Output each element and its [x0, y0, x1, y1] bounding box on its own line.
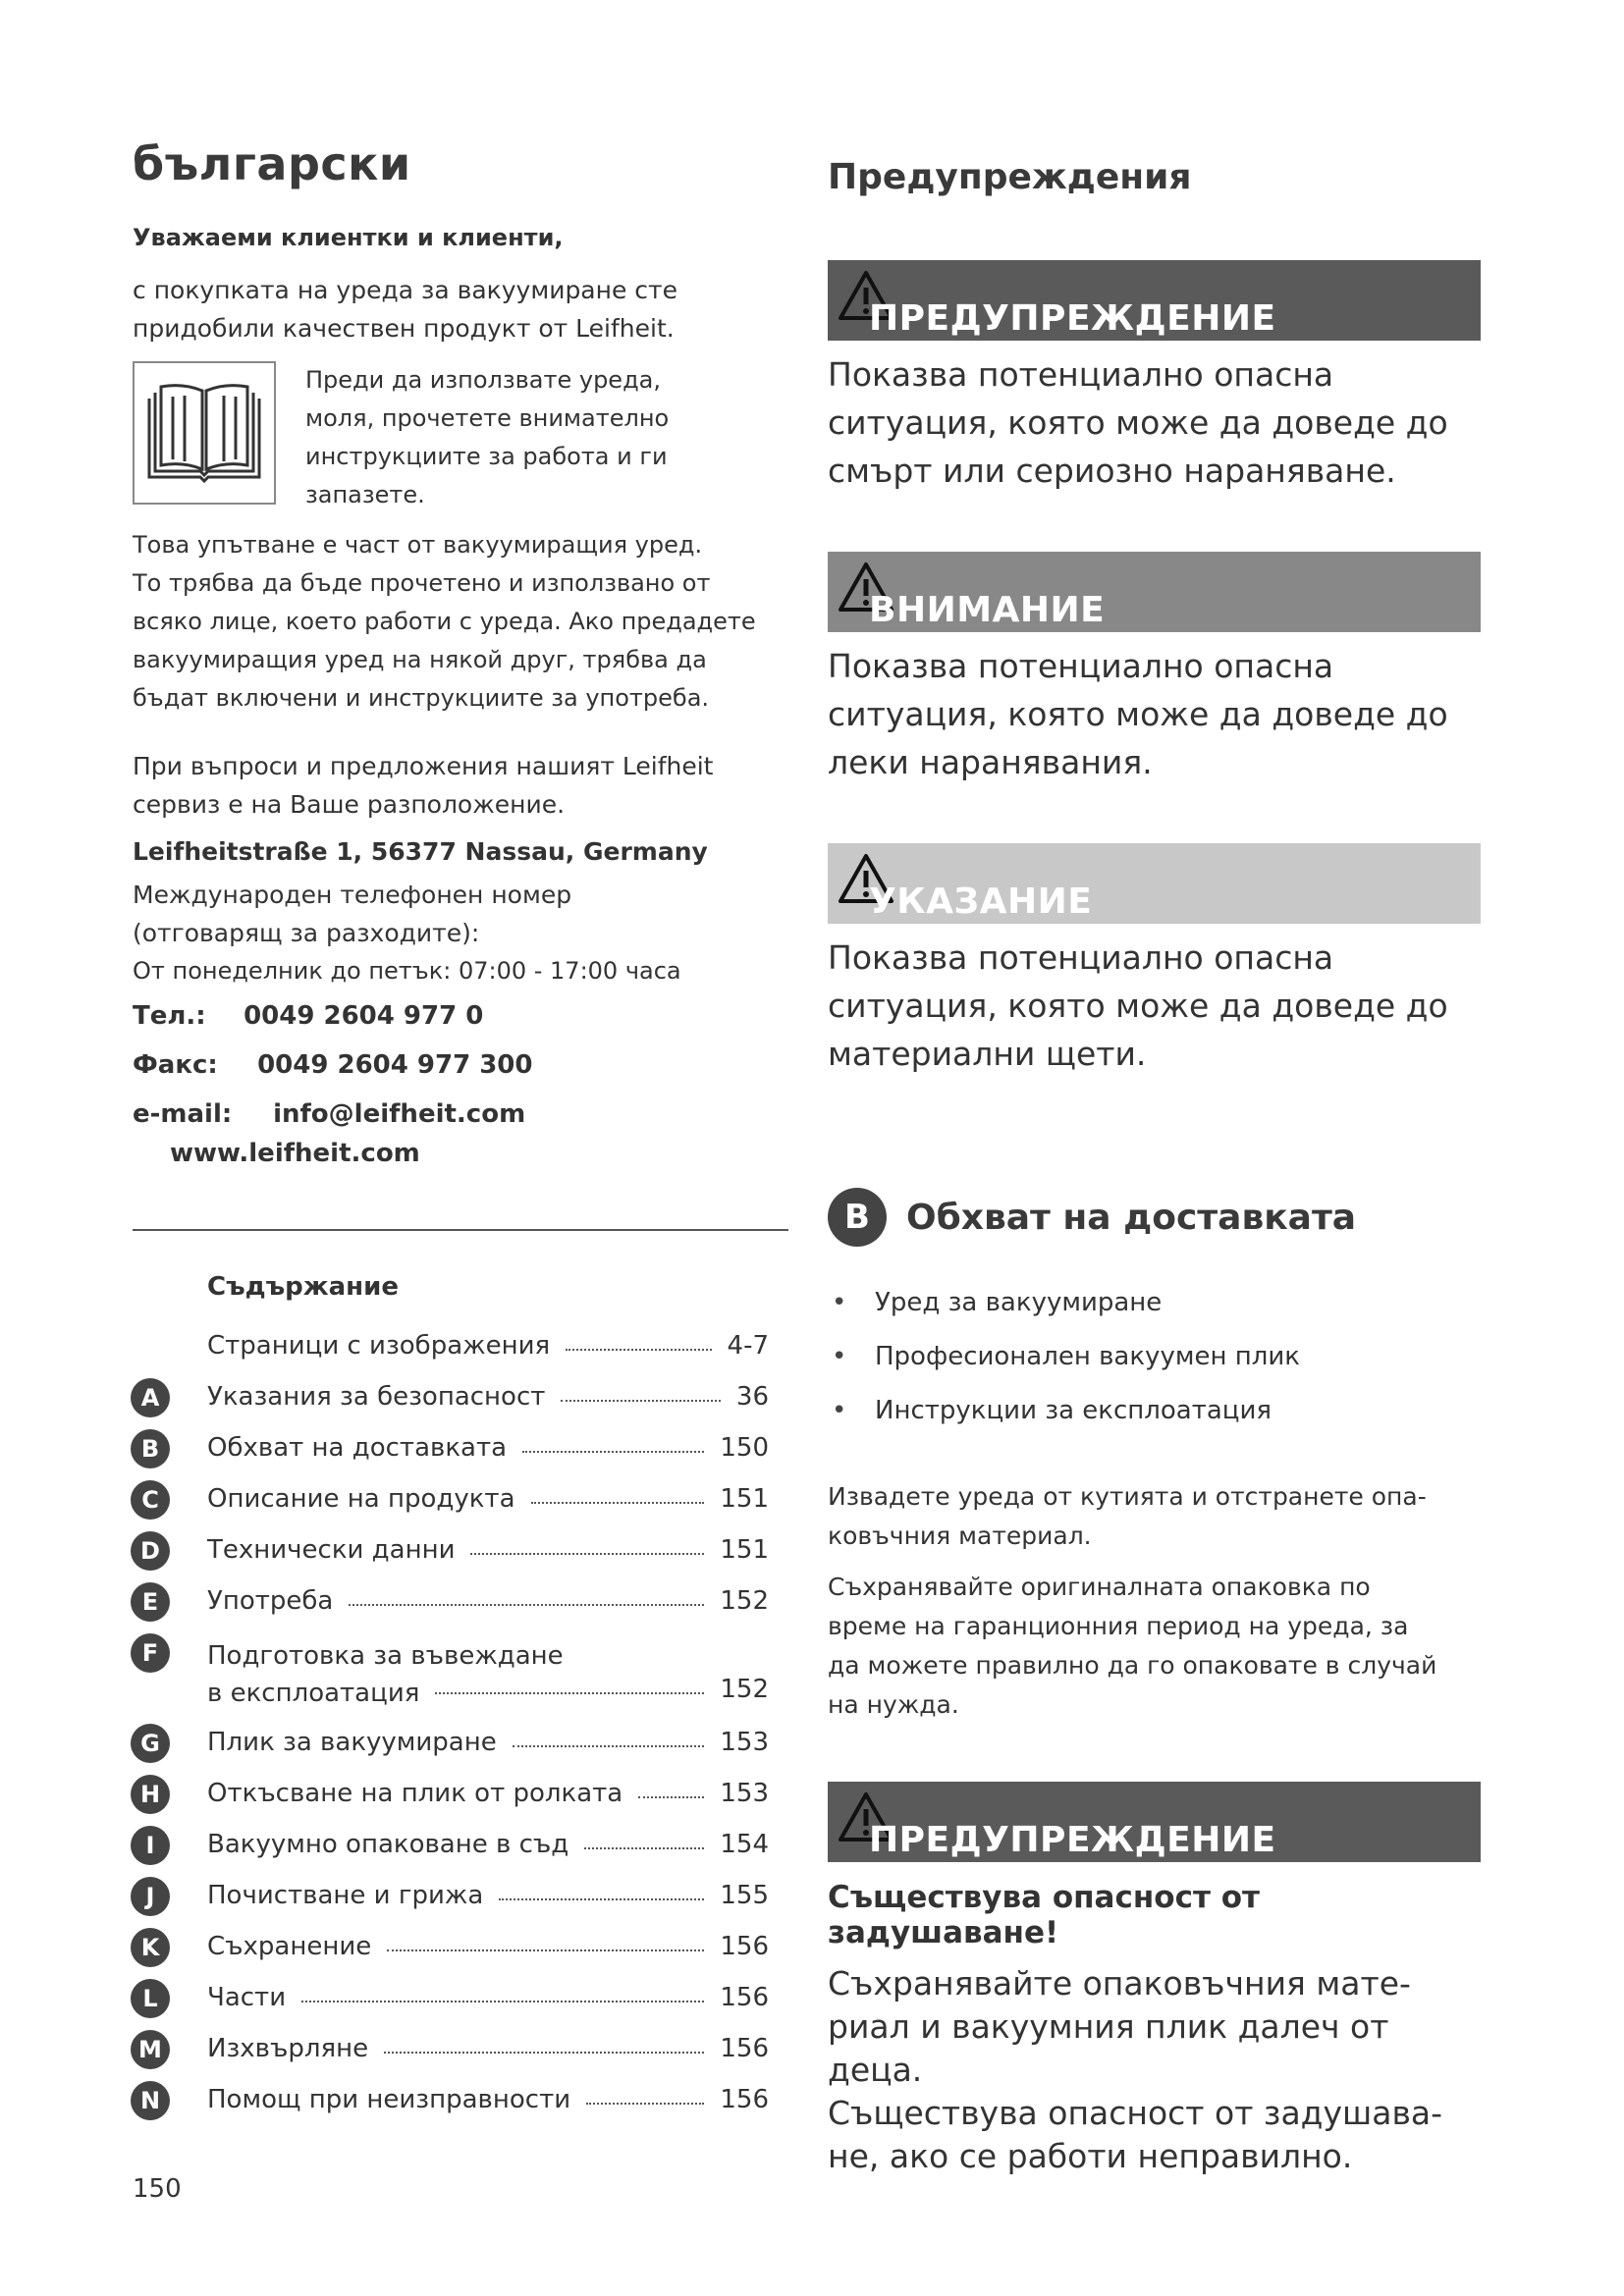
email-row: e-mail: info@leifheit.com — [133, 1099, 526, 1129]
toc-page-number: 154 — [720, 1830, 769, 1859]
section-badge: N — [131, 2081, 170, 2120]
manual-note: Преди да използвате уреда, моля, прочетете внимателно инструкциите за работа и ги запазете. — [133, 361, 790, 514]
list-item: • Инструкции за експлоатация — [828, 1384, 1481, 1438]
section-badge: A — [131, 1378, 170, 1417]
toc-leader-dots — [301, 2001, 704, 2002]
part-of-device-text: Това упътване е част от вакуумиращия уред. То трябва да бъде прочетено и използвано от всяко лице, което работи с уреда. Ако предадете вакуумиращия уред на някой друг, трябва да бъдат включени и инструкциите за употреба. — [133, 531, 756, 712]
right-column — [828, 157, 1481, 2178]
intl-phone-label: Международен телефонен номер (отговарящ за разходите): — [133, 881, 572, 947]
toc-row[interactable] — [131, 1323, 769, 1374]
intro-text: с покупката на уреда за вакуумиране сте придобили качествен продукт от Leifheit. — [133, 276, 677, 343]
toc-leader-dots — [561, 1400, 721, 1402]
toc-row[interactable] — [131, 1425, 769, 1476]
section-badge: L — [131, 1979, 170, 2018]
toc-page-number: 151 — [720, 1484, 769, 1514]
toc-page-number: 153 — [720, 1779, 769, 1808]
fax-number: 0049 2604 977 300 — [257, 1050, 533, 1080]
toc-row[interactable] — [131, 1720, 769, 1771]
section-badge: M — [131, 2030, 170, 2069]
section-badge: E — [131, 1582, 170, 1622]
section-badge: J — [131, 1877, 170, 1916]
toc-label: Съхранение — [207, 1932, 372, 1961]
warnings-heading: Предупреждения — [828, 157, 1192, 197]
toc-label: Технически данни — [207, 1535, 456, 1565]
toc-row[interactable] — [131, 1924, 769, 1975]
toc-leader-dots — [349, 1604, 704, 1606]
phone-row: Тел.: 0049 2604 977 0 — [133, 1001, 484, 1031]
greeting: Уважаеми клиентки и клиенти, — [133, 224, 564, 251]
toc-row[interactable] — [131, 1629, 769, 1720]
unpack-text: Извадете уреда от кутията и отстранете опа- ковъчния материал. — [828, 1482, 1427, 1550]
toc-page-number: 151 — [720, 1535, 769, 1565]
warning-block-danger: ПРЕДУПРЕЖДЕНИЕ Показва потенциално опасна ситуация, която може да доведе до смърт или сериозно нараняване. — [828, 260, 1481, 495]
section-badge: G — [131, 1724, 170, 1763]
divider — [133, 1229, 788, 1231]
language-title: български — [133, 137, 411, 190]
scope-title: Обхват на доставката — [906, 1197, 1357, 1238]
warning-bar: ПРЕДУПРЕЖДЕНИЕ — [828, 1782, 1481, 1862]
section-badge: K — [131, 1928, 170, 1967]
toc-row[interactable] — [131, 1873, 769, 1924]
fax-row: Факс: 0049 2604 977 300 — [133, 1050, 533, 1080]
toc-page-number: 150 — [720, 1433, 769, 1463]
toc-label: Откъсване на плик от ролката — [207, 1779, 623, 1808]
toc-leader-dots — [499, 1898, 704, 1900]
toc-label: Подготовка за въвеждане в експлоатация — [207, 1641, 564, 1708]
toc-page-number: 153 — [720, 1728, 769, 1757]
toc-row[interactable] — [131, 2026, 769, 2077]
toc-label: Описание на продукта — [207, 1484, 515, 1514]
toc-page-number: 156 — [720, 1983, 769, 2012]
table-of-contents — [131, 1272, 769, 2128]
toc-row[interactable] — [131, 1578, 769, 1629]
toc-heading: Съдържание — [207, 1272, 399, 1302]
service-text: При въпроси и предложения нашият Leifheit сервиз е на Ваше разположение. — [133, 752, 714, 819]
toc-row[interactable] — [131, 1771, 769, 1822]
toc-label: Вакуумно опаковане в съд — [207, 1830, 569, 1859]
toc-leader-dots — [387, 1949, 704, 1951]
notice-bar: УКАЗАНИЕ — [828, 843, 1481, 924]
suffocation-title: Съществува опасност от задушаване! — [828, 1880, 1260, 1950]
toc-label: Помощ при неизправности — [207, 2085, 571, 2114]
section-badge: H — [131, 1775, 170, 1814]
toc-page-number: 152 — [720, 1586, 769, 1616]
left-column — [133, 137, 790, 1173]
warning-bar: ПРЕДУПРЕЖДЕНИЕ — [828, 260, 1481, 341]
toc-page-number: 156 — [720, 2085, 769, 2114]
toc-page-number: 4-7 — [727, 1331, 769, 1361]
page-number: 150 — [133, 2174, 182, 2204]
scope-list — [828, 1276, 1481, 1438]
company-address: Leifheitstraße 1, 56377 Nassau, Germany — [133, 837, 708, 866]
toc-label: Употреба — [207, 1586, 334, 1616]
warning-block-suffocation — [828, 1782, 1481, 2178]
email-link[interactable]: info@leifheit.com — [273, 1099, 526, 1129]
section-badge: D — [131, 1531, 170, 1571]
toc-leader-dots — [513, 1745, 704, 1747]
toc-label: Обхват на доставката — [207, 1433, 508, 1463]
toc-page-number: 152 — [720, 1675, 769, 1704]
section-badge: F — [131, 1633, 170, 1673]
section-badge: B — [828, 1188, 887, 1247]
toc-label: Почистване и грижа — [207, 1881, 484, 1910]
toc-leader-dots — [384, 2052, 704, 2054]
toc-row[interactable] — [131, 1822, 769, 1873]
toc-label: Части — [207, 1983, 287, 2012]
toc-page-number: 156 — [720, 2034, 769, 2063]
keep-packaging-text: Съхранявайте оригиналната опаковка по време на гаранционния период на уреда, за да можете правилно да го опаковате в случай на нужда. — [828, 1573, 1437, 1719]
toc-leader-dots — [638, 1796, 704, 1798]
read-manual-icon — [133, 361, 276, 505]
toc-label: Плик за вакуумиране — [207, 1728, 497, 1757]
toc-label: Страници с изображения — [207, 1331, 551, 1361]
toc-row[interactable] — [131, 1527, 769, 1578]
warning-block-notice: УКАЗАНИЕ Показва потенциално опасна ситуация, която може да доведе до материални щети. — [828, 843, 1481, 1078]
toc-row[interactable] — [131, 1975, 769, 2026]
toc-label: Изхвърляне — [207, 2034, 369, 2063]
phone-number: 0049 2604 977 0 — [244, 1001, 484, 1031]
section-badge: I — [131, 1826, 170, 1865]
scope-heading — [828, 1188, 1481, 1247]
toc-page-number: 36 — [735, 1382, 769, 1412]
toc-label: Указания за безопасност — [207, 1382, 546, 1412]
list-item: • Уред за вакуумиране — [828, 1276, 1481, 1330]
business-hours: От понеделник до петък: 07:00 - 17:00 часа — [133, 957, 681, 985]
toc-page-number: 156 — [720, 1932, 769, 1961]
toc-leader-dots — [586, 2103, 704, 2105]
toc-leader-dots — [584, 1847, 704, 1849]
toc-leader-dots — [470, 1553, 704, 1555]
website-link[interactable]: www.leifheit.com — [170, 1139, 420, 1168]
toc-row[interactable] — [131, 2077, 769, 2128]
toc-leader-dots — [531, 1502, 705, 1504]
toc-leader-dots — [435, 1692, 704, 1694]
suffocation-text: Съхранявайте опаковъчния мате- риал и вакуумния плик далеч от деца. Съществува опасност от задушава- не, ако се работи неправилно. — [828, 1964, 1443, 2175]
toc-leader-dots — [566, 1349, 712, 1351]
section-badge: C — [131, 1480, 170, 1520]
caution-bar: ВНИМАНИЕ — [828, 552, 1481, 632]
section-badge: B — [131, 1429, 170, 1468]
toc-row[interactable] — [131, 1476, 769, 1527]
toc-leader-dots — [522, 1451, 704, 1453]
toc-row[interactable] — [131, 1374, 769, 1425]
warning-block-caution: ВНИМАНИЕ Показва потенциално опасна ситуация, която може да доведе до леки наранявания. — [828, 552, 1481, 786]
list-item: • Професионален вакуумен плик — [828, 1330, 1481, 1384]
toc-page-number: 155 — [720, 1881, 769, 1910]
